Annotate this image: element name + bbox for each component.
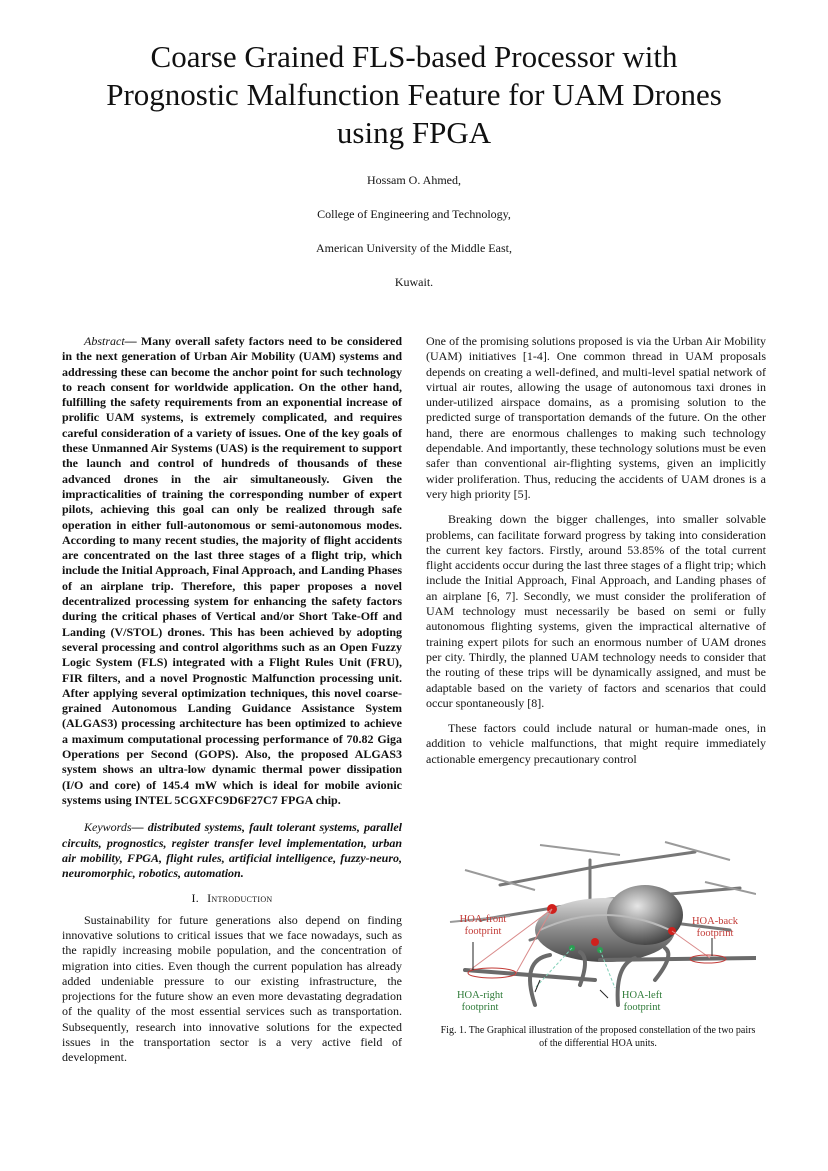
right-paragraph-3: These factors could include natural or human-made ones, in addition to vehicle malfunctions, that might require immediately actionable emergency precautionary control xyxy=(426,721,766,766)
abstract-label: Abstract xyxy=(84,334,125,348)
drone-figure xyxy=(440,830,756,1022)
section-heading-introduction xyxy=(62,891,402,906)
affiliation-college: College of Engineering and Technology, xyxy=(317,207,511,221)
left-column xyxy=(62,334,402,1066)
hoa-back-label: HOA-back footprint xyxy=(691,916,739,939)
title-line: using FPGA xyxy=(336,115,492,150)
affiliation-university: American University of the Middle East, xyxy=(316,241,512,255)
hoa-front-label: HOA-front footprint xyxy=(459,914,507,937)
intro-paragraph: Sustainability for future generations also depend on finding innovative solutions to critical issues that we face nowadays, such as the rapidly increasing mobile population, and the concentration of migration into cities. Even though the current population has already added undeniable pressure to our existing infrastructure, the projections for the future show an even more devastating degradation of the quality of the most essential services such as transportation. Subsequently, research into innovative solutions for the expected issues in the transportation sector is a very active field of development. xyxy=(62,912,402,1065)
hoa-left-label: HOA-left footprint xyxy=(621,990,663,1013)
section-number: I. xyxy=(191,891,200,906)
title-line: Prognostic Malfunction Feature for UAM Drones xyxy=(106,77,722,112)
abstract xyxy=(62,334,402,808)
keywords xyxy=(62,820,402,881)
right-paragraph-2: Breaking down the bigger challenges, into smaller solvable problems, can facilitate forward progress by taking into consideration the current key factors. Firstly, around 53.85% of the total current flight accidents occur during the last three stages of a flight trip; which include the Initial Approach, Final Approach, and Landing phases of an airplane [6, 7]. Secondly, we must consider the proliferation of UAM technology must necessarily be based on semi or fully autonomous flighting systems, given the impractical alternative of training expert pilots for such an enormous number of UAM drones per city. Thirdly, the planned UAM technology needs to consider that the routing of these trips will be dynamically assigned, and must be adaptable based on the variety of factors and scenarios that could occur spontaneously [8]. xyxy=(426,512,766,710)
right-paragraph-1: One of the promising solutions proposed is via the Urban Air Mobility (UAM) initiatives [1-4]. One common thread in UAM proposals depends on creating a well-defined, and multi-level spatial network of virtual air routes, allowing the usage of autonomous taxi drones in under-utilized airspace domains, as a promising solution to the predicted surge of transportation demands of the future. On the other hand, there are enormous challenges to making such technology dependable. And importantly, these technology solutions must be even safer than conventional air-flighting systems, given an implicitly wider proliferation. Thus, reducing the accidents of UAM drones is a very high priority [5]. xyxy=(426,334,766,501)
keywords-text: distributed systems, fault tolerant systems, parallel circuits, prognostics, register transfer level implementation, urban air mobility, FPGA, flight rules, artificial intelligence, fuzzy-neuro, neuromorphic, robotics, automation. xyxy=(62,820,403,881)
affiliation-country: Kuwait. xyxy=(394,275,434,289)
hoa-right-label: HOA-right footprint xyxy=(456,990,504,1013)
paper-title xyxy=(40,38,788,152)
abstract-dash: — xyxy=(124,334,141,348)
abstract-text: Many overall safety factors need to be considered in the next generation of Urban Air Mobility (UAM) systems and addressing these can become the anchor point for such technology to reach consent for worldwide application. On the other hand, fulfilling the safety requirements from an exponential increase of prolific UAM systems, is extremely complicated, and requires careful consideration of a variety of issues. One of the key goals of these Unmanned Air Systems (UAS) is the requirement to support the launch and control of hundreds of thousands of these advanced drones in the air simultaneously. Given the impracticalities of training the corresponding number of expert pilots, achieving this goal can only be realized through safe operation in either full-autonomous or semi-autonomous modes. According to many recent studies, the majority of flight accidents are concentrated on the last three stages of a flight trip, which include the Initial Approach, Final Approach, and Landing Phases of an airplane trip. Therefore, this paper proposes a novel decentralized processing system for enhancing the safety factors during the critical phases of Vertical and/or Short Take-Off and Landing (V/STOL) drones. This has been achieved by adopting several processing and control algorithms such as an Open Fuzzy Logic System (FLS) integrated with a Flight Rules Unit (FRU), FIR filters, and a novel Prognostic Malfunction processing unit. After applying several optimization techniques, this novel coarse-grained Autonomous Landing Guidance Assistance System (ALGAS3) processing architecture has been optimized to achieve a maximum computational processing performance of 70.82 Giga Operations per Second (GOPS). Also, the proposed ALGAS3 system shows an ultra-low dynamic thermal power dissipation (I/O and core) of 145.4 mW which is ideal for mobile avionic systems using INTEL 5CGXFC9D6F27C7 FPGA chip. xyxy=(62,334,403,807)
author-name: Hossam O. Ahmed, xyxy=(367,173,461,187)
figure-caption: Fig. 1. The Graphical illustration of the proposed constellation of the two pairs of the differential HOA units. xyxy=(440,1025,756,1049)
section-title: Introduction xyxy=(207,891,273,906)
keywords-label: Keywords xyxy=(84,820,132,835)
right-column xyxy=(426,334,766,767)
keywords-dash: — xyxy=(131,820,148,835)
title-line: Coarse Grained FLS-based Processor with xyxy=(150,39,678,74)
